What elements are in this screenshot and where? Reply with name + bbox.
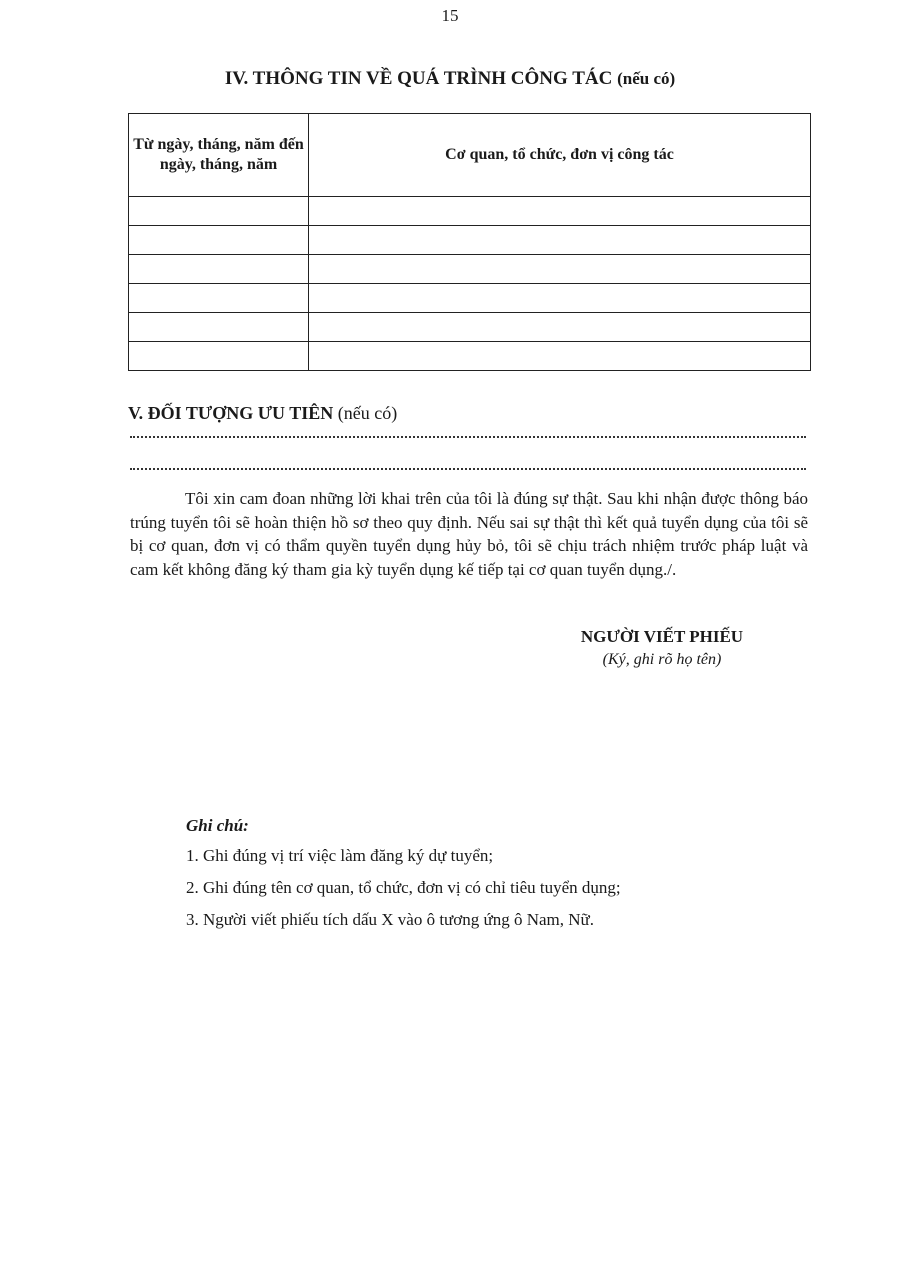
priority-fill-line[interactable] xyxy=(130,468,806,470)
section-v-title-text: V. ĐỐI TƯỢNG ƯU TIÊN xyxy=(128,403,334,423)
organization-cell[interactable] xyxy=(309,255,811,284)
note-item: 1. Ghi đúng vị trí việc làm đăng ký dự tuyển; xyxy=(186,846,494,865)
section-iv-title-suffix: (nếu có) xyxy=(617,69,676,88)
period-cell[interactable] xyxy=(129,342,309,371)
declaration-paragraph: Tôi xin cam đoan những lời khai trên của tôi là đúng sự thật. Sau khi nhận được thông báo trúng tuyển tôi sẽ hoàn thiện hồ sơ theo quy định. Nếu sai sự thật thì kết quả tuyển dụng của tôi sẽ bị cơ quan, đơn vị có thẩm quyền tuyển dụng hủy bỏ, tôi sẽ chịu trách nhiệm trước pháp luật và cam kết không đăng ký tham gia kỳ tuyển dụng kế tiếp tại cơ quan tuyển dụng./. xyxy=(130,489,808,579)
period-cell[interactable] xyxy=(129,197,309,226)
priority-fill-line[interactable] xyxy=(130,436,806,438)
period-cell[interactable] xyxy=(129,226,309,255)
section-iv-title-text: IV. THÔNG TIN VỀ QUÁ TRÌNH CÔNG TÁC xyxy=(224,68,613,89)
table-row xyxy=(129,313,811,342)
table-row xyxy=(129,226,811,255)
section-v-title-suffix: (nếu có) xyxy=(337,403,398,423)
signer-title: NGƯỜI VIẾT PHIẾU xyxy=(580,627,744,646)
organization-cell[interactable] xyxy=(309,197,811,226)
note-item: 3. Người viết phiếu tích dấu X vào ô tương ứng ô Nam, Nữ. xyxy=(186,910,594,929)
section-iv-title xyxy=(0,68,900,90)
note-item: 2. Ghi đúng tên cơ quan, tổ chức, đơn vị có chỉ tiêu tuyển dụng; xyxy=(186,878,621,897)
table-row xyxy=(129,197,811,226)
organization-cell[interactable] xyxy=(309,284,811,313)
period-cell[interactable] xyxy=(129,313,309,342)
period-cell[interactable] xyxy=(129,255,309,284)
page-number: 15 xyxy=(441,6,459,25)
table-row xyxy=(129,284,811,313)
period-cell[interactable] xyxy=(129,284,309,313)
section-v-title xyxy=(128,403,397,424)
table-row xyxy=(129,342,811,371)
table-header-row xyxy=(129,114,811,197)
notes-title: Ghi chú: xyxy=(186,816,249,835)
organization-cell[interactable] xyxy=(309,226,811,255)
table-row xyxy=(129,255,811,284)
organization-column-header: Cơ quan, tổ chức, đơn vị công tác xyxy=(309,114,811,197)
work-history-table xyxy=(128,113,811,371)
period-column-header: Từ ngày, tháng, năm đến ngày, tháng, năm xyxy=(129,114,309,197)
signer-note: (Ký, ghi rõ họ tên) xyxy=(602,651,722,668)
organization-cell[interactable] xyxy=(309,342,811,371)
organization-cell[interactable] xyxy=(309,313,811,342)
